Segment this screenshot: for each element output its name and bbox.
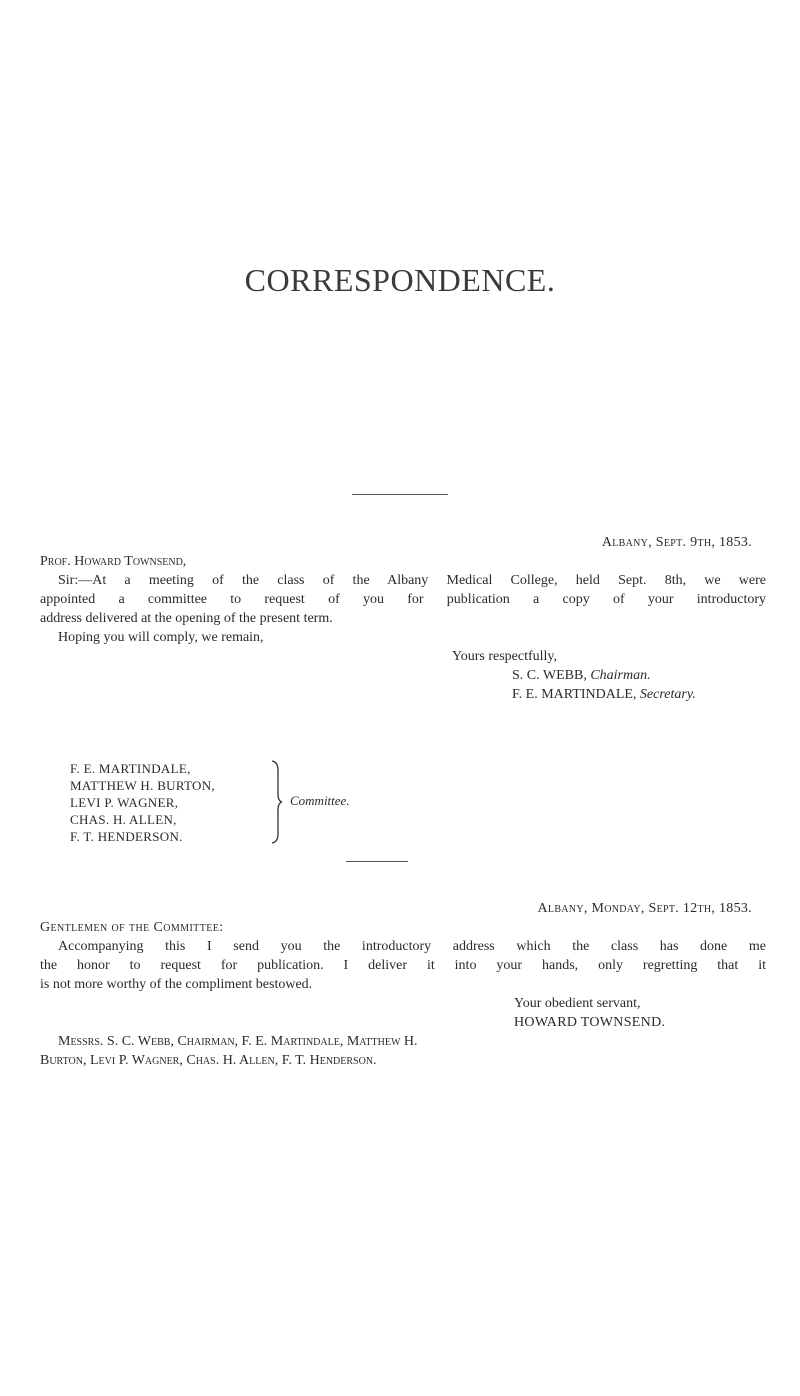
letter1-signature-secretary (512, 686, 696, 704)
chairman-name: S. C. WEBB, (512, 668, 587, 683)
committee-member: F. T. HENDERSON. (70, 829, 183, 844)
letter-separator-rule (346, 861, 408, 862)
secretary-name: F. E. MARTINDALE, (512, 687, 637, 702)
letter2-recipients-line-2: Burton, Levi P. Wagner, Chas. H. Allen, F. T. Henderson. (40, 1053, 377, 1068)
committee-member: MATTHEW H. BURTON, (70, 778, 215, 793)
letter1-body-line-1: Sir:—At a meeting of the class of the Albany Medical College, held Sept. 8th, we were (58, 573, 766, 588)
title-rule (352, 494, 448, 495)
letter2-body-line-1: Accompanying this I send you the introductory address which the class has done me (58, 939, 766, 954)
letter1-signature-chairman (512, 667, 651, 685)
page-title: CORRESPONDENCE. (244, 262, 556, 298)
letter2-signature: HOWARD TOWNSEND. (514, 1015, 666, 1030)
committee-member: CHAS. H. ALLEN, (70, 812, 177, 827)
letter1-dateline: Albany, Sept. 9th, 1853. (601, 535, 752, 550)
committee-member: F. E. MARTINDALE, (70, 761, 191, 776)
letter2-salutation: Gentlemen of the Committee: (40, 920, 224, 935)
secretary-role: Secretary. (639, 687, 696, 702)
committee-list (70, 760, 215, 845)
letter1-body-line-2: appointed a committee to request of you for publication a copy of your introductory (40, 592, 766, 607)
letter1-body-line-3: address delivered at the opening of the present term. (40, 611, 333, 626)
committee-member: LEVI P. WAGNER, (70, 795, 179, 810)
committee-brace-icon (270, 760, 282, 844)
letter2-body-line-3: is not more worthy of the compliment bestowed. (40, 977, 313, 992)
letter2-valediction: Your obedient servant, (514, 996, 641, 1011)
letter1-valediction: Yours respectfully, (452, 649, 557, 664)
letter2-body-line-2: the honor to request for publication. I deliver it into your hands, only regretting that it (40, 958, 766, 973)
letter1-closing-line: Hoping you will comply, we remain, (58, 630, 264, 645)
letter1-addressee: Prof. Howard Townsend, (40, 554, 187, 569)
letter2-recipients-line-1: Messrs. S. C. Webb, Chairman, F. E. Martindale, Matthew H. (58, 1034, 418, 1049)
committee-label: Committee. (290, 793, 350, 808)
chairman-role: Chairman. (590, 668, 651, 683)
letter2-dateline: Albany, Monday, Sept. 12th, 1853. (537, 901, 752, 916)
